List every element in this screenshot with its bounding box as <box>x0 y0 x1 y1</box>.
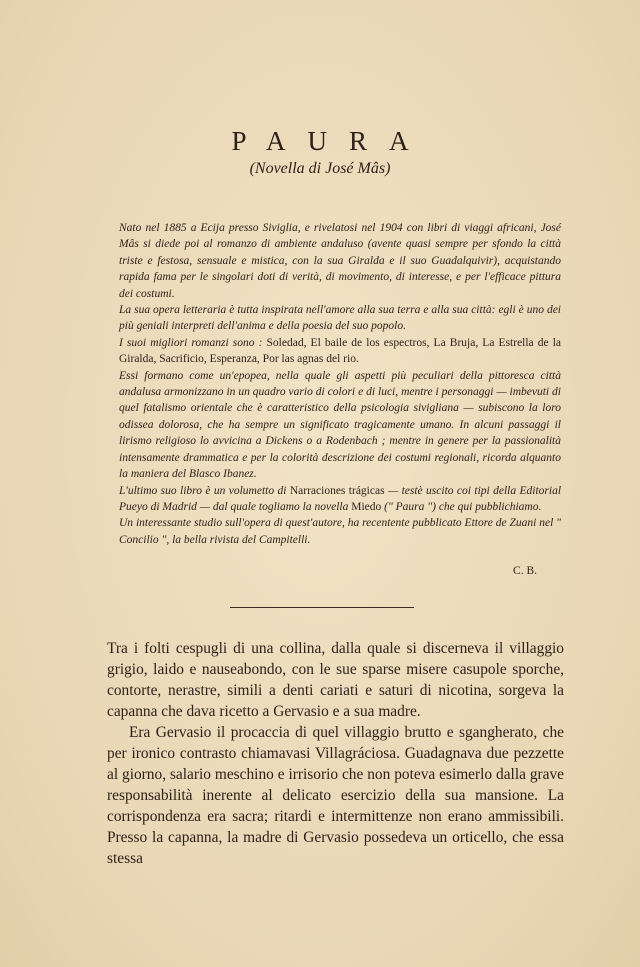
story-paragraph-2: Era Gervasio il procaccia di quel villaggio brutto e sgangherato, che per ironico contrasto chiamavasi Villagráciosa. Guadagnava due pezzette al giorno, salario meschino e irrisorio che non poteva esimerlo dalla grave responsabilità inerente al delicato esercizio della sua mansione. La corrispondenza era sacra; ritardi e intermittenze non erano ammissibili. Presso la capanna, la madre di Gervasio possedeva un orticello, che essa stessa <box>107 724 564 867</box>
intro-p5-a: L'ultimo suo libro è un volumetto di <box>119 484 287 497</box>
intro-p5-b: — testè uscito coi tipi della Editorial Pueyo di Madrid — dal quale togliamo la novella <box>119 484 562 513</box>
intro-paragraph-5 <box>119 483 561 516</box>
section-divider <box>230 607 414 608</box>
story-body <box>107 638 564 869</box>
author-introduction <box>119 220 561 548</box>
intro-p1-text: Nato nel 1885 a Ecija presso Siviglia, e rivelatosi nel 1904 con libri di viaggi africani, José Mâs si diede poi al romanzo di ambiente andaluso (avente quasi sempre per sfondo la città triste e festosa, sensuale e mistica, con la sua Giralda e il suo Guadalquivir), acquistando rapida fama per le singolari doti di verità, di movimento, di interesse, e per l'efficace pittura dei costumi. <box>119 222 561 300</box>
intro-p3-lead: I suoi migliori romanzi sono : <box>119 336 263 349</box>
intro-paragraph-6 <box>119 515 561 548</box>
intro-p5-c: (" Paura ") che qui pubblichiamo. <box>384 500 542 513</box>
signature: C. B. <box>513 565 537 577</box>
novel-titles: Soledad, El baile de los espectros, La Bruja, La Estrella de la Giralda, Sacrificio, Esperanza, Por las agnas del rio. <box>119 336 562 366</box>
story-title: PAURA <box>231 126 431 156</box>
novella-title: Miedo <box>351 500 382 513</box>
intro-p6-text: Un interessante studio sull'opera di quest'autore, ha recentente pubblicato Ettore de Zuani nel " Concilio ", la bella rivista del Campitelli. <box>119 517 561 546</box>
intro-p4-text: Essi formano come un'epopea, nella quale gli aspetti più peculiari della pittoresca città andalusa armonizzano in un quadro vario di colori e di luci, mentre i personaggi — imbevuti di quel fatalismo orientale che è caratteristico della psicologia sivigliana — subiscono la loro odissea dolorosa, che ha sempre un significato tragicamente umano. In alcuni passaggi il lirismo religioso lo avvicina a Dickens o a Rodenbach ; mentre in genere per la passionalità intensamente drammatica e per la colorità descrizione dei costumi regionali, ricorda alquanto la maniera del Blasco Ibanez. <box>119 369 561 481</box>
intro-p2-text: La sua opera letteraria è tutta inspirata nell'amore alla sua terra e alla sua città: egli è uno dei più geniali interpreti dell'anima e della poesia del suo popolo. <box>119 304 561 333</box>
intro-paragraph-3 <box>119 335 561 368</box>
book-title: Narraciones trágicas <box>289 484 385 497</box>
intro-paragraph-1 <box>119 220 561 302</box>
story-paragraph-1: Tra i folti cespugli di una collina, dalla quale si discerneva il villaggio grigio, laido e nauseabondo, con le sue sparse misere casupole sporche, contorte, nerastre, simili a denti cariati e saturi di nicotina, sorgeva la capanna che dava ricetto a Gervasio e a sua madre. <box>107 640 564 720</box>
story-subtitle: (Novella di José Mâs) <box>249 160 391 177</box>
intro-paragraph-4 <box>119 368 561 483</box>
intro-paragraph-2 <box>119 302 561 335</box>
